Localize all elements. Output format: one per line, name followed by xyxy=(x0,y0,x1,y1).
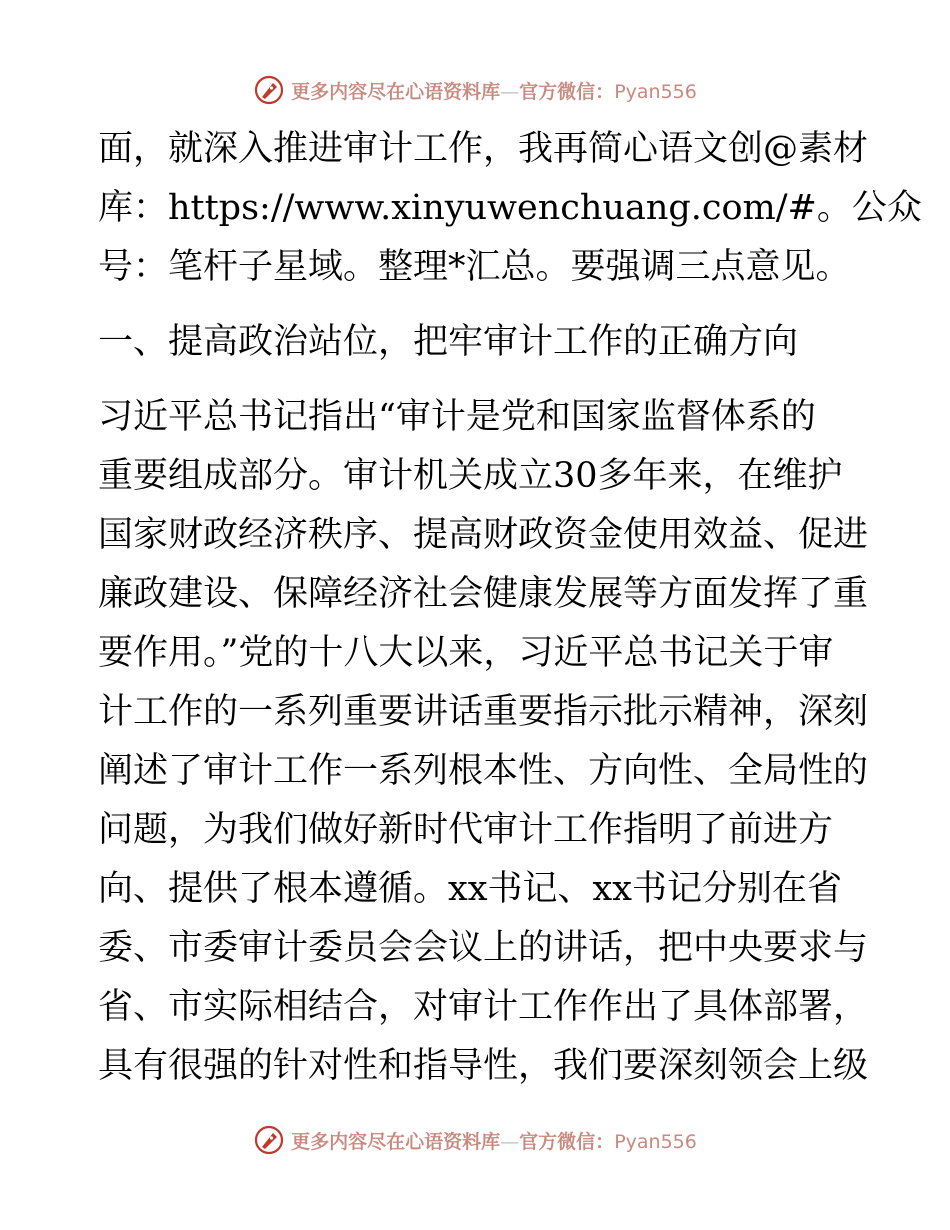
footer-banner-wechat-id: Pyan556 xyxy=(614,1130,697,1153)
paragraph-line: 廉政建设、保障经济社会健康发展等方面发挥了重 xyxy=(98,574,869,614)
paragraph-line: 问题，为我们做好新时代审计工作指明了前进方 xyxy=(98,810,834,850)
paragraph-line: 委、市委审计委员会会议上的讲话，把中央要求与 xyxy=(98,928,869,968)
paragraph-line: 国家财政经济秩序、提高财政资金使用效益、促进 xyxy=(98,515,869,555)
body-paragraph xyxy=(98,388,869,1096)
paragraph-line: 向、提供了根本遵循。xx书记、xx书记分别在省 xyxy=(98,869,842,909)
header-banner-separator: — xyxy=(500,80,520,103)
pen-nib-logo-icon xyxy=(253,1124,285,1156)
intro-line: 面，就深入推进审计工作，我再简心语文创@素材 xyxy=(98,129,869,169)
paragraph-line: 要作用。”党的十八大以来，习近平总书记关于审 xyxy=(98,633,834,673)
paragraph-line: 计工作的一系列重要讲话重要指示批示精神，深刻 xyxy=(98,692,869,732)
header-banner-wechat-label: 官方微信： xyxy=(519,80,615,103)
paragraph-line: 具有很强的针对性和指导性，我们要深刻领会上级 xyxy=(98,1046,869,1086)
paragraph-line: 重要组成部分。审计机关成立30多年来，在维护 xyxy=(98,456,843,496)
footer-banner-wechat-label: 官方微信： xyxy=(519,1130,615,1153)
header-banner-brand: 更多内容尽在心语资料库 xyxy=(291,80,501,103)
header-banner-text xyxy=(291,77,697,104)
intro-text xyxy=(98,120,922,297)
intro-line: 号：笔杆子星域。整理*汇总。要强调三点意见。 xyxy=(98,247,851,287)
header-banner-wechat-id: Pyan556 xyxy=(614,80,697,103)
footer-banner-separator: — xyxy=(500,1130,520,1153)
footer-banner-text xyxy=(291,1127,697,1154)
intro-line: 库：https://www.xinyuwenchuang.com/#。公众 xyxy=(98,188,922,228)
header-banner xyxy=(0,70,950,110)
paragraph-line: 省、市实际相结合，对审计工作作出了具体部署， xyxy=(98,987,869,1027)
paragraph-line: 阐述了审计工作一系列根本性、方向性、全局性的 xyxy=(98,751,869,791)
pen-nib-logo-icon xyxy=(253,74,285,106)
section-heading: 一、提高政治站位，把牢审计工作的正确方向 xyxy=(98,322,799,362)
footer-banner-brand: 更多内容尽在心语资料库 xyxy=(291,1130,501,1153)
footer-banner xyxy=(0,1120,950,1160)
paragraph-line: 习近平总书记指出“审计是党和国家监督体系的 xyxy=(98,397,816,437)
document-body xyxy=(98,120,922,1096)
